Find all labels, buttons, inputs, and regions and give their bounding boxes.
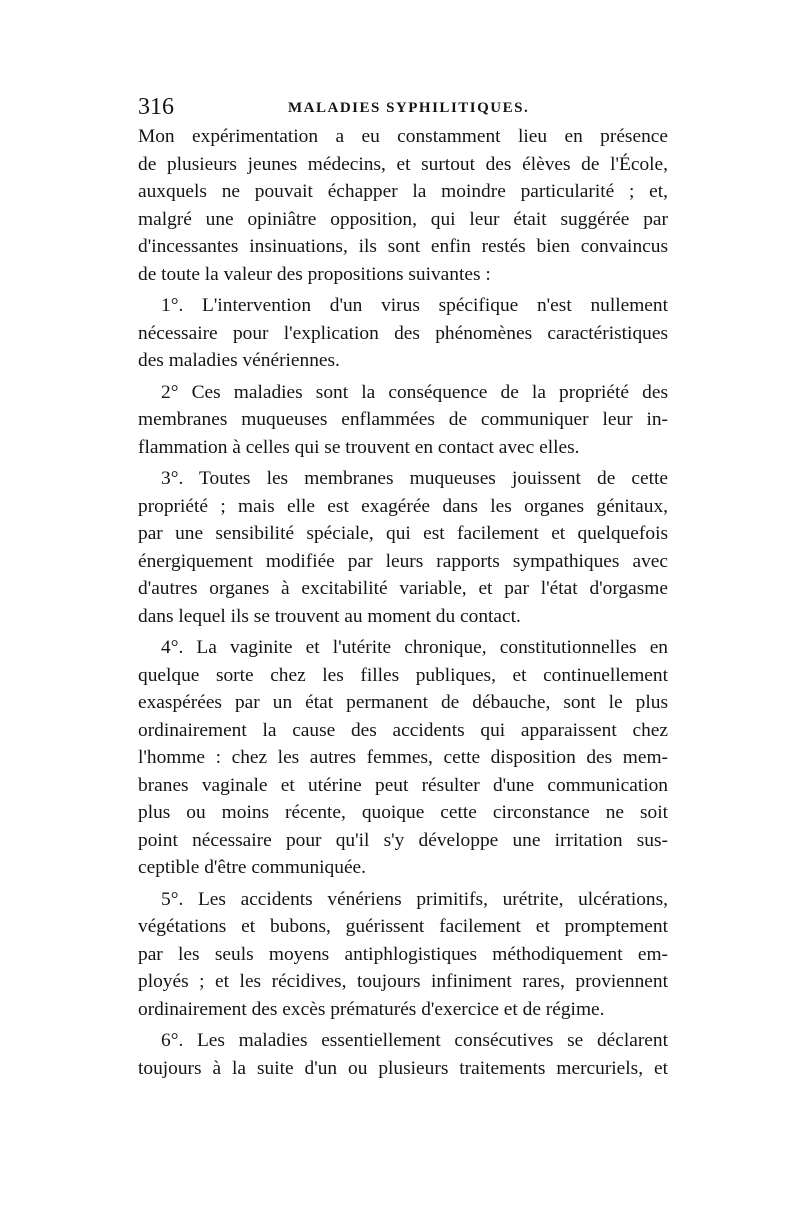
text-line: ordinairement la cause des accidents qui apparaissent chez bbox=[138, 719, 668, 741]
text-line: exaspérées par un état permanent de débauche, sont le plus bbox=[138, 692, 668, 713]
page-number: 316 bbox=[138, 94, 174, 120]
paragraph bbox=[138, 292, 668, 375]
text-line: auxquels ne pouvait échapper la moindre particularité ; et, bbox=[138, 181, 668, 202]
text-line: malgré une opiniâtre opposition, qui leur était suggérée par bbox=[138, 208, 668, 230]
text-line: 5°. Les accidents vénériens primitifs, urétrite, ulcérations, bbox=[161, 888, 668, 910]
text-line: Mon expérimentation a eu constamment lieu en présence bbox=[138, 126, 668, 147]
text-line: de toute la valeur des propositions suivantes : bbox=[138, 263, 491, 285]
paragraph bbox=[138, 634, 668, 882]
body-text bbox=[138, 123, 668, 1082]
paragraph bbox=[138, 123, 668, 288]
text-line: énergiquement modifiée par leurs rapports sympathiques avec bbox=[138, 550, 668, 572]
paragraph bbox=[138, 886, 668, 1024]
text-line: 3°. Toutes les membranes muqueuses jouissent de cette bbox=[161, 468, 668, 489]
page-header bbox=[138, 93, 668, 123]
text-line: propriété ; mais elle est exagérée dans les organes génitaux, bbox=[138, 495, 668, 517]
text-line: branes vaginale et utérine peut résulter d'une communication bbox=[138, 774, 668, 796]
text-line: d'autres organes à excitabilité variable, et par l'état d'orgasme bbox=[138, 578, 668, 599]
text-line: ployés ; et les récidives, toujours infiniment rares, proviennent bbox=[138, 971, 668, 992]
text-line: l'homme : chez les autres femmes, cette disposition des mem- bbox=[138, 747, 668, 768]
text-line: 2° Ces maladies sont la conséquence de la propriété des bbox=[161, 381, 668, 403]
paragraph bbox=[138, 379, 668, 462]
text-line: dans lequel ils se trouvent au moment du contact. bbox=[138, 605, 521, 627]
paragraph bbox=[138, 1027, 668, 1082]
running-head: MALADIES SYPHILITIQUES. bbox=[288, 100, 530, 116]
text-line: plus ou moins récente, quoique cette circonstance ne soit bbox=[138, 802, 668, 823]
text-line: flammation à celles qui se trouvent en contact avec elles. bbox=[138, 436, 580, 458]
text-line: par les seuls moyens antiphlogistiques méthodiquement em- bbox=[138, 943, 668, 965]
text-line: 6°. Les maladies essentiellement consécutives se déclarent bbox=[161, 1030, 668, 1051]
text-line: toujours à la suite d'un ou plusieurs traitements mercuriels, et bbox=[138, 1057, 668, 1079]
text-line: nécessaire pour l'explication des phénomènes caractéristiques bbox=[138, 322, 668, 344]
text-line: ceptible d'être communiquée. bbox=[138, 857, 367, 878]
text-line: point nécessaire pour qu'il s'y développe une irritation sus- bbox=[138, 829, 668, 851]
text-line: membranes muqueuses enflammées de communiquer leur in- bbox=[138, 409, 668, 430]
paragraph bbox=[138, 465, 668, 630]
text-line: ordinairement des excès prématurés d'exercice et de régime. bbox=[138, 998, 605, 1020]
text-line: 4°. La vaginite et l'utérite chronique, constitutionnelles en bbox=[161, 637, 668, 658]
text-line: par une sensibilité spéciale, qui est facilement et quelquefois bbox=[138, 523, 668, 544]
text-line: de plusieurs jeunes médecins, et surtout des élèves de l'École, bbox=[138, 153, 668, 175]
text-line: des maladies vénériennes. bbox=[138, 350, 340, 371]
text-line: d'incessantes insinuations, ils sont enfin restés bien convaincus bbox=[138, 236, 668, 257]
text-line: 1°. L'intervention d'un virus spécifique n'est nullement bbox=[161, 295, 668, 316]
text-line: quelque sorte chez les filles publiques, et continuellement bbox=[138, 664, 668, 686]
text-line: végétations et bubons, guérissent facilement et promptement bbox=[138, 916, 668, 937]
